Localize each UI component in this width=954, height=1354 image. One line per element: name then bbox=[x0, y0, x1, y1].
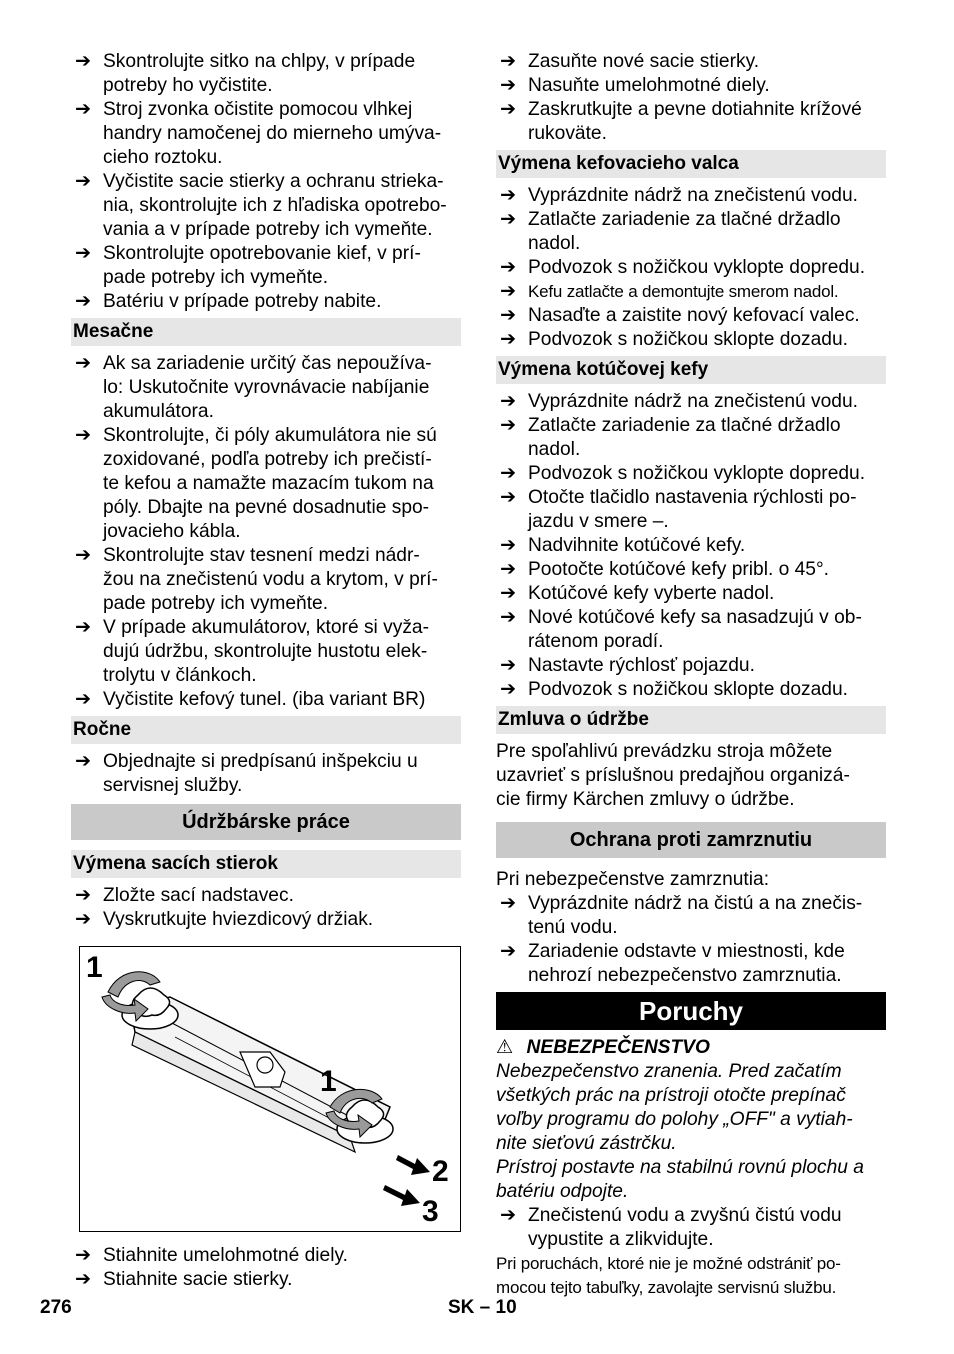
arrow-icon: ➔ bbox=[500, 679, 517, 700]
list-item-text: Skontrolujte stav tesnení medzi nádr- žou na znečistenú vodu a krytom, v prí- pade potreby ich vymeňte. bbox=[103, 545, 438, 614]
list-item bbox=[71, 884, 461, 908]
arrow-icon: ➔ bbox=[75, 171, 92, 192]
list-item bbox=[496, 390, 886, 414]
faults-heading: Poruchy bbox=[496, 992, 886, 1030]
arrow-icon: ➔ bbox=[500, 415, 517, 436]
arrow-icon: ➔ bbox=[75, 545, 92, 566]
list-item bbox=[71, 424, 461, 544]
section-frost-protection: Ochrana proti zamrznutiu bbox=[496, 822, 886, 858]
list-item-text: Skontrolujte sitko na chlpy, v prípade potreby ho vyčistite. bbox=[103, 51, 416, 96]
list-item bbox=[496, 304, 886, 328]
arrow-icon: ➔ bbox=[500, 607, 517, 628]
arrow-icon: ➔ bbox=[75, 51, 92, 72]
list-item-text: Kotúčové kefy vyberte nadol. bbox=[528, 583, 775, 604]
arrow-icon: ➔ bbox=[75, 99, 92, 120]
subheading-squeegee-replacement: Výmena sacích stierok bbox=[71, 850, 461, 878]
list-item-text: Skontrolujte, či póly akumulátora nie sú zoxidované, podľa potreby ich prečistí- te kefou a namažte mazacím tukom na póly. Dbajte na pevné dosadnutie spo- jovacieho kábla. bbox=[103, 425, 437, 542]
squeegee-removal-figure bbox=[79, 946, 461, 1232]
section-maintenance-work: Údržbárske práce bbox=[71, 804, 461, 840]
list-item-text: Vyčistite sacie stierky a ochranu strieka- nia, skontrolujte ich z hľadiska opotrebo- vania a v prípade potreby ich vymeňte. bbox=[103, 171, 447, 240]
arrow-icon: ➔ bbox=[75, 1269, 92, 1290]
list-item bbox=[496, 582, 886, 606]
list-item-text: Nadvihnite kotúčové kefy. bbox=[528, 535, 746, 556]
figure-label-1a: 1 bbox=[86, 951, 103, 984]
list-item-text: Stroj zvonka očistite pomocou vlhkej handry namočenej do mierneho umýva- cieho roztoku. bbox=[103, 99, 442, 168]
list-item-text: Podvozok s nožičkou vyklopte dopredu. bbox=[528, 257, 866, 278]
figure-label-1b: 1 bbox=[320, 1065, 337, 1098]
list-item-text: V prípade akumulátorov, ktoré si vyža- dujú údržbu, skontrolujte hustotu elek- trolytu v článkoch. bbox=[103, 617, 429, 686]
arrow-icon: ➔ bbox=[500, 583, 517, 604]
subheading-monthly: Mesačne bbox=[71, 318, 461, 346]
arrow-icon: ➔ bbox=[500, 185, 517, 206]
list-item-text: Zatlačte zariadenie za tlačné držadlo nadol. bbox=[528, 209, 841, 254]
list-item bbox=[496, 558, 886, 582]
center-knob bbox=[257, 1057, 273, 1073]
list-item-text: Batériu v prípade potreby nabite. bbox=[103, 291, 382, 312]
subheading-yearly: Ročne bbox=[71, 716, 461, 744]
list-item bbox=[496, 256, 886, 280]
list-item bbox=[496, 654, 886, 678]
list-item-text: Pootočte kotúčové kefy pribl. o 45°. bbox=[528, 559, 829, 580]
list-item-text: Skontrolujte opotrebovanie kief, v prí- pade potreby ich vymeňte. bbox=[103, 243, 421, 288]
squeegee-steps bbox=[71, 884, 461, 932]
frost-intro: Pri nebezpečenstve zamrznutia: bbox=[496, 869, 770, 890]
arrow-icon: ➔ bbox=[75, 751, 92, 772]
list-item bbox=[71, 1244, 461, 1268]
list-item-text: Zaskrutkujte a pevne dotiahnite krížové rukoväte. bbox=[528, 99, 862, 144]
arrow-icon: ➔ bbox=[75, 617, 92, 638]
list-item-text: Podvozok s nožičkou sklopte dozadu. bbox=[528, 679, 848, 700]
list-item-text: Zariadenie odstavte v miestnosti, kde nehrozí nebezpečenstvo zamrznutia. bbox=[528, 941, 845, 986]
list-item-text: Nové kotúčové kefy sa nasadzujú v ob- rátenom poradí. bbox=[528, 607, 862, 652]
list-item-text: Nastavte rýchlosť pojazdu. bbox=[528, 655, 755, 676]
list-item-text: Stiahnite umelohmotné diely. bbox=[103, 1245, 348, 1266]
arrow-icon: ➔ bbox=[500, 305, 517, 326]
monthly-checklist bbox=[71, 352, 461, 712]
list-item-text: Otočte tlačidlo nastavenia rýchlosti po- jazdu v smere –. bbox=[528, 487, 857, 532]
list-item-text: Vyskrutkujte hviezdicový držiak. bbox=[103, 909, 374, 930]
list-item-text: Zasuňte nové sacie stierky. bbox=[528, 51, 760, 72]
arrow-icon: ➔ bbox=[75, 885, 92, 906]
list-item-text: Vyprázdnite nádrž na znečistenú vodu. bbox=[528, 185, 858, 206]
list-item bbox=[496, 50, 886, 74]
arrow-icon: ➔ bbox=[75, 425, 92, 446]
list-item-text: Stiahnite sacie stierky. bbox=[103, 1269, 293, 1290]
pull-arrow-2 bbox=[396, 1155, 430, 1175]
pull-arrow-3 bbox=[383, 1185, 420, 1206]
list-item bbox=[496, 462, 886, 486]
arrow-icon: ➔ bbox=[500, 487, 517, 508]
list-item bbox=[496, 940, 886, 988]
list-item bbox=[71, 616, 461, 688]
arrow-icon: ➔ bbox=[75, 909, 92, 930]
arrow-icon: ➔ bbox=[500, 1205, 517, 1226]
list-item bbox=[496, 414, 886, 462]
list-item bbox=[71, 290, 461, 314]
list-item bbox=[71, 908, 461, 932]
list-item-text: Kefu zatlačte a demontujte smerom nadol. bbox=[528, 282, 839, 301]
page-number: 276 bbox=[40, 1297, 72, 1318]
list-item bbox=[71, 170, 461, 242]
list-item-text: Nasuňte umelohmotné diely. bbox=[528, 75, 770, 96]
danger-notice bbox=[496, 1036, 886, 1060]
subheading-disc-brush: Výmena kotúčovej kefy bbox=[496, 356, 886, 384]
list-item bbox=[71, 1268, 461, 1292]
arrow-icon: ➔ bbox=[500, 535, 517, 556]
list-item-text: Ak sa zariadenie určitý čas nepoužíva- lo: Uskutočnite vyrovnávacie nabíjanie akumulátora. bbox=[103, 353, 432, 422]
arrow-icon: ➔ bbox=[500, 329, 517, 350]
arrow-icon: ➔ bbox=[500, 655, 517, 676]
list-item bbox=[71, 98, 461, 170]
arrow-icon: ➔ bbox=[500, 559, 517, 580]
figure-label-2: 2 bbox=[432, 1155, 449, 1188]
frost-steps bbox=[496, 892, 886, 988]
subheading-maintenance-contract: Zmluva o údržbe bbox=[496, 706, 886, 734]
yearly-checklist bbox=[71, 750, 461, 798]
list-item bbox=[71, 242, 461, 290]
list-item-text: Podvozok s nožičkou sklopte dozadu. bbox=[528, 329, 848, 350]
arrow-icon: ➔ bbox=[500, 281, 517, 302]
danger-label: NEBEZPEČENSTVO bbox=[526, 1037, 710, 1058]
squeegee-illustration bbox=[80, 947, 460, 1231]
list-item-text: Podvozok s nožičkou vyklopte dopredu. bbox=[528, 463, 866, 484]
arrow-icon: ➔ bbox=[75, 243, 92, 264]
list-item-text: Objednajte si predpísanú inšpekciu u servisnej služby. bbox=[103, 751, 418, 796]
left-column bbox=[71, 50, 461, 1292]
disc-brush-steps bbox=[496, 390, 886, 702]
section-page-label: SK – 10 bbox=[448, 1297, 517, 1318]
list-item bbox=[496, 678, 886, 702]
list-item bbox=[496, 280, 886, 304]
danger-text-1: Nebezpečenstvo zranenia. Pred začatím všetkých prác na prístroji otočte prepínač voľby programu do polohy „OFF" a vytiah- nite sieťovú zástrčku. bbox=[496, 1061, 853, 1154]
arrow-icon: ➔ bbox=[500, 893, 517, 914]
list-item bbox=[496, 184, 886, 208]
arrow-icon: ➔ bbox=[75, 353, 92, 374]
squeegee-steps-continued bbox=[496, 50, 886, 146]
arrow-icon: ➔ bbox=[500, 463, 517, 484]
list-item bbox=[496, 74, 886, 98]
list-item-text: Vyprázdnite nádrž na čistú a na znečis- tenú vodu. bbox=[528, 893, 863, 938]
list-item bbox=[496, 98, 886, 146]
arrow-icon: ➔ bbox=[500, 75, 517, 96]
list-item bbox=[496, 892, 886, 940]
list-item bbox=[496, 606, 886, 654]
list-item bbox=[71, 750, 461, 798]
arrow-icon: ➔ bbox=[500, 51, 517, 72]
arrow-icon: ➔ bbox=[75, 689, 92, 710]
arrow-icon: ➔ bbox=[500, 209, 517, 230]
arrow-icon: ➔ bbox=[75, 291, 92, 312]
maintenance-contract-text: Pre spoľahlivú prevádzku stroja môžete uzavrieť s príslušnou predajňou organizá- cie firmy Kärchen zmluvy o údržbe. bbox=[496, 741, 850, 810]
list-item bbox=[71, 544, 461, 616]
faults-note: Pri poruchách, ktoré nie je možné odstrániť po- mocou tejto tabuľky, zavolajte servisnú službu. bbox=[496, 1254, 841, 1297]
right-column bbox=[496, 50, 886, 1300]
after-figure-steps bbox=[71, 1244, 461, 1292]
arrow-icon: ➔ bbox=[500, 99, 517, 120]
arrow-icon: ➔ bbox=[75, 1245, 92, 1266]
list-item bbox=[71, 688, 461, 712]
list-item-text: Vyprázdnite nádrž na znečistenú vodu. bbox=[528, 391, 858, 412]
subheading-roller-brush: Výmena kefovacieho valca bbox=[496, 150, 886, 178]
figure-label-3: 3 bbox=[422, 1195, 439, 1228]
list-item-text: Nasaďte a zaistite nový kefovací valec. bbox=[528, 305, 860, 326]
list-item bbox=[496, 208, 886, 256]
list-item-text: Zatlačte zariadenie za tlačné držadlo nadol. bbox=[528, 415, 841, 460]
danger-text-2: Prístroj postavte na stabilnú rovnú plochu a batériu odpojte. bbox=[496, 1157, 864, 1202]
daily-checklist bbox=[71, 50, 461, 314]
arrow-icon: ➔ bbox=[500, 941, 517, 962]
list-item-text: Vyčistite kefový tunel. (iba variant BR) bbox=[103, 689, 426, 710]
roller-brush-steps bbox=[496, 184, 886, 352]
faults-step: ➔ Znečistenú vodu a zvyšnú čistú vodu vypustite a zlikvidujte. bbox=[500, 1205, 842, 1250]
list-item bbox=[71, 352, 461, 424]
warning-triangle-icon: ⚠ bbox=[496, 1037, 514, 1058]
list-item bbox=[71, 50, 461, 98]
list-item-text: Zložte sací nadstavec. bbox=[103, 885, 294, 906]
arrow-icon: ➔ bbox=[500, 257, 517, 278]
list-item bbox=[496, 534, 886, 558]
arrow-icon: ➔ bbox=[500, 391, 517, 412]
list-item bbox=[496, 486, 886, 534]
list-item bbox=[496, 328, 886, 352]
